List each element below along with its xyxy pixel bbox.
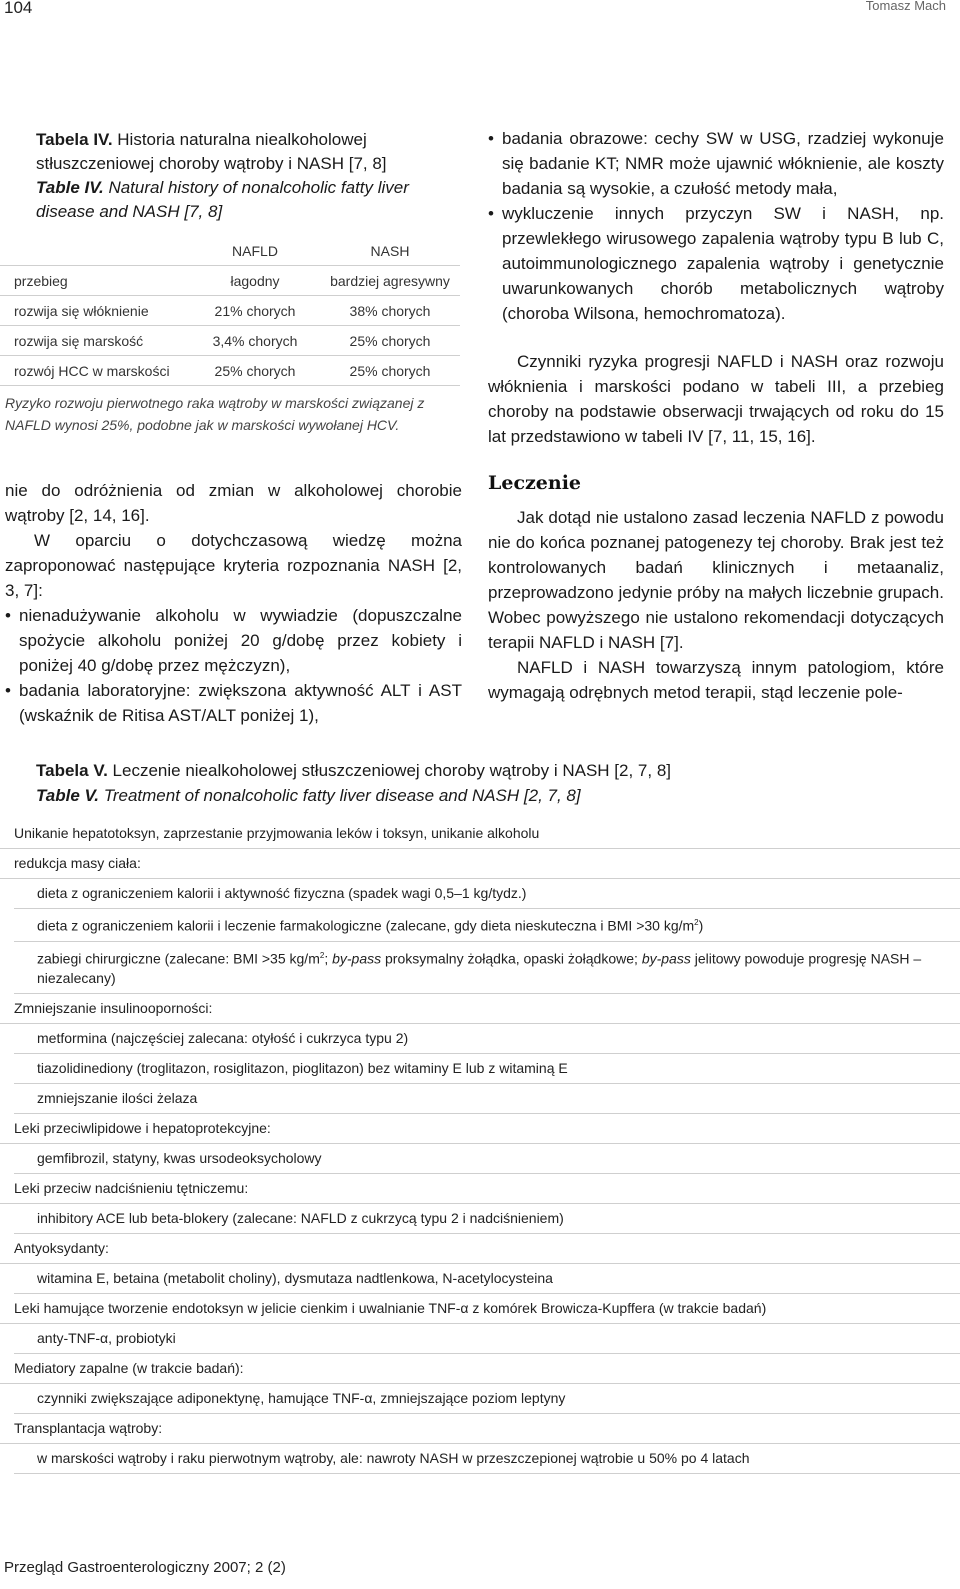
table4-label-en: Table IV.: [36, 178, 104, 197]
paragraph: Jak dotąd nie ustalono zasad leczenia NAFLD z powodu nie do końca poznanej patogenezy tej choroby. Brak jest też kontrolowanych badań klinicznych i metaanaliz, przeprowadzono jedynie próby na małych liczebnie grupach. Wobec powyższego nie ustalono rekomendacji dotyczących terapii NAFLD i NASH [7].: [488, 508, 944, 652]
table4-header-cell: [0, 236, 190, 266]
table4-caption-pl: [36, 128, 436, 176]
table-row: [0, 356, 460, 386]
table4-cell: rozwija się włóknienie: [14, 302, 149, 319]
table-cell-text: jelitowy powoduje progresję NASH – niezalecany): [37, 950, 922, 987]
table4-header-row: [0, 236, 460, 266]
table-row: w marskości wątroby i raku pierwotnym wątroby, ale: nawroty NASH w przeszczepionej wątrobie u 50% po 4 latach: [14, 1444, 960, 1474]
table4-cell: 25% chorych: [349, 332, 431, 349]
table-cell-italic: by-pass: [641, 950, 691, 967]
running-author: Tomasz Mach: [865, 0, 946, 13]
table5-caption-pl: [36, 758, 836, 783]
table5-caption: [36, 758, 836, 808]
left-column: [5, 478, 462, 728]
table5-title-pl: Leczenie niealkoholowej stłuszczeniowej choroby wątroby i NASH [2, 7, 8]: [107, 761, 672, 780]
table-row: dieta z ograniczeniem kalorii i aktywność fizyczna (spadek wagi 0,5–1 kg/tydz.): [14, 879, 960, 909]
table-cell-text: dieta z ograniczeniem kalorii i leczenie farmakologiczne (zalecane, gdy dieta nieskuteczna i BMI >30 kg/m: [37, 917, 695, 934]
list-item: • badania laboratoryjne: zwiększona aktywność ALT i AST (wskaźnik de Ritisa AST/ALT poniżej 1),: [5, 678, 462, 728]
table4-cell: 25% chorych: [214, 362, 296, 379]
table-row-heading: Zmniejszanie insulinooporności:: [0, 994, 960, 1024]
table5-caption-en: [36, 783, 836, 808]
table5-title-en: Treatment of nonalcoholic fatty liver disease and NASH [2, 7, 8]: [99, 786, 581, 805]
paragraph: Czynniki ryzyka progresji NAFLD i NASH oraz rozwoju włóknienia i marskości podano w tabeli III, a przebieg choroby na podstawie obserwacji trwających od roku do 15 lat przedstawiono w tabeli IV [7, 11, 15, 16].: [488, 352, 944, 446]
right-column-bullets: [488, 126, 944, 326]
list-item: • nienadużywanie alkoholu w wywiadzie (dopuszczalne spożycie alkoholu poniżej 20 g/dobę przez kobiety i poniżej 40 g/dobę przez mężczyzn),: [5, 603, 462, 678]
table4-cell: rozwija się marskość: [14, 332, 144, 349]
list-item: • wykluczenie innych przyczyn SW i NASH, np. przewlekłego wirusowego zapalenia wątroby typu B lub C, autoimmunologicznego zapalenia wątroby i genetycznie uwarunkowanych chorób metabolicznych wątroby (choroba Wilsona, hemochromatoza).: [488, 201, 944, 326]
table-row: metformina (najczęściej zalecana: otyłość i cukrzyca typu 2): [14, 1024, 960, 1054]
table-row-heading: Antyoksydanty:: [0, 1234, 960, 1264]
paragraph: NAFLD i NASH towarzyszą innym patologiom, które wymagają odrębnych metod terapii, stąd leczenie pole-: [488, 658, 944, 702]
right-column-treatment: [488, 505, 944, 705]
table-cell-italic: by-pass: [332, 950, 382, 967]
table-row: [14, 942, 960, 995]
table4-caption: [36, 128, 436, 224]
table4-cell: bardziej agresywny: [330, 272, 450, 289]
table4-caption-en: [36, 176, 436, 224]
page-number: 104: [4, 0, 33, 17]
table5-label-en: Table V.: [36, 786, 99, 805]
table-row-heading: Leki przeciwlipidowe i hepatoprotekcyjne:: [0, 1114, 960, 1144]
table-row: inhibitory ACE lub beta-blokery (zalecane: NAFLD z cukrzycą typu 2 i nadciśnieniem): [14, 1204, 960, 1234]
table-cell-text: ): [698, 917, 704, 934]
table-row: czynniki zwiększające adiponektynę, hamujące TNF-α, zmniejszające poziom leptyny: [14, 1384, 960, 1414]
table-row-heading: Mediatory zapalne (w trakcie badań):: [0, 1354, 960, 1384]
table-row: gemfibrozil, statyny, kwas ursodeoksycholowy: [14, 1144, 960, 1174]
table5-label-pl: Tabela V.: [36, 761, 108, 780]
table4: [0, 236, 460, 386]
table-row-heading: Leki przeciw nadciśnieniu tętniczemu:: [0, 1174, 960, 1204]
table4-cell: 38% chorych: [349, 302, 431, 319]
table-row: tiazolidinediony (troglitazon, rosiglitazon, pioglitazon) bez witaminy E lub z witaminą E: [14, 1054, 960, 1084]
table4-header-cell: NAFLD: [232, 242, 278, 259]
table4-label-pl: Tabela IV.: [36, 130, 113, 149]
table-row: anty-TNF-α, probiotyki: [14, 1324, 960, 1354]
table4-cell: łagodny: [230, 272, 280, 289]
table4-title-pl: Historia naturalna niealkoholowej stłuszczeniowej choroby wątroby i NASH [7, 8]: [36, 130, 387, 173]
table-row: [14, 909, 960, 942]
journal-footer: Przegląd Gastroenterologiczny 2007; 2 (2): [4, 1559, 286, 1576]
table5: [0, 819, 960, 1474]
table4-title-en: Natural history of nonalcoholic fatty liver disease and NASH [7, 8]: [36, 178, 409, 221]
section-heading: Leczenie: [488, 472, 582, 494]
table4-note: Ryzyko rozwoju pierwotnego raka wątroby w marskości związanej z NAFLD wynosi 25%, podobne jak w marskości wywołanej HCV.: [5, 395, 425, 433]
paragraph: W oparciu o dotychczasową wiedzę można zaproponować następujące kryteria rozpoznania NASH [2, 3, 7]:: [5, 531, 462, 600]
table-cell-text: ;: [324, 950, 333, 967]
table4-cell: rozwój HCC w marskości: [14, 362, 170, 379]
table-row-heading: Transplantacja wątroby:: [0, 1414, 960, 1444]
table4-cell: przebieg: [14, 272, 68, 289]
table-row-heading: redukcja masy ciała:: [0, 849, 960, 879]
superscript: 2: [694, 918, 699, 927]
table-row: witamina E, betaina (metabolit choliny), dysmutaza nadtlenkowa, N-acetylocysteina: [14, 1264, 960, 1294]
superscript: 2: [319, 950, 325, 960]
table-row-heading: Unikanie hepatotoksyn, zaprzestanie przyjmowania leków i toksyn, unikanie alkoholu: [0, 819, 960, 849]
table-row: [0, 266, 460, 296]
paragraph: nie do odróżnienia od zmian w alkoholowej chorobie wątroby [2, 14, 16].: [5, 481, 462, 525]
table-cell-text: zabiegi chirurgiczne (zalecane: BMI >35 kg/m: [37, 950, 320, 967]
table-row: [0, 296, 460, 326]
table4-cell: 25% chorych: [349, 362, 431, 379]
table4-cell: 3,4% chorych: [212, 332, 298, 349]
table4-cell: 21% chorych: [214, 302, 296, 319]
table4-header-cell: NASH: [370, 242, 410, 259]
table-row-heading: Leki hamujące tworzenie endotoksyn w jelicie cienkim i uwalnianie TNF-α z komórek Browicza-Kupffera (w trakcie badań): [0, 1294, 960, 1324]
table-cell-text: proksymalny żołądka, opaski żołądkowe;: [381, 950, 642, 967]
list-item: • badania obrazowe: cechy SW w USG, rzadziej wykonuje się badanie KT; NMR może ujawnić włóknienie, ale koszty badania są wysokie, a czułość metody mała,: [488, 126, 944, 201]
table-row: [0, 326, 460, 356]
table-row: zmniejszanie ilości żelaza: [14, 1084, 960, 1114]
